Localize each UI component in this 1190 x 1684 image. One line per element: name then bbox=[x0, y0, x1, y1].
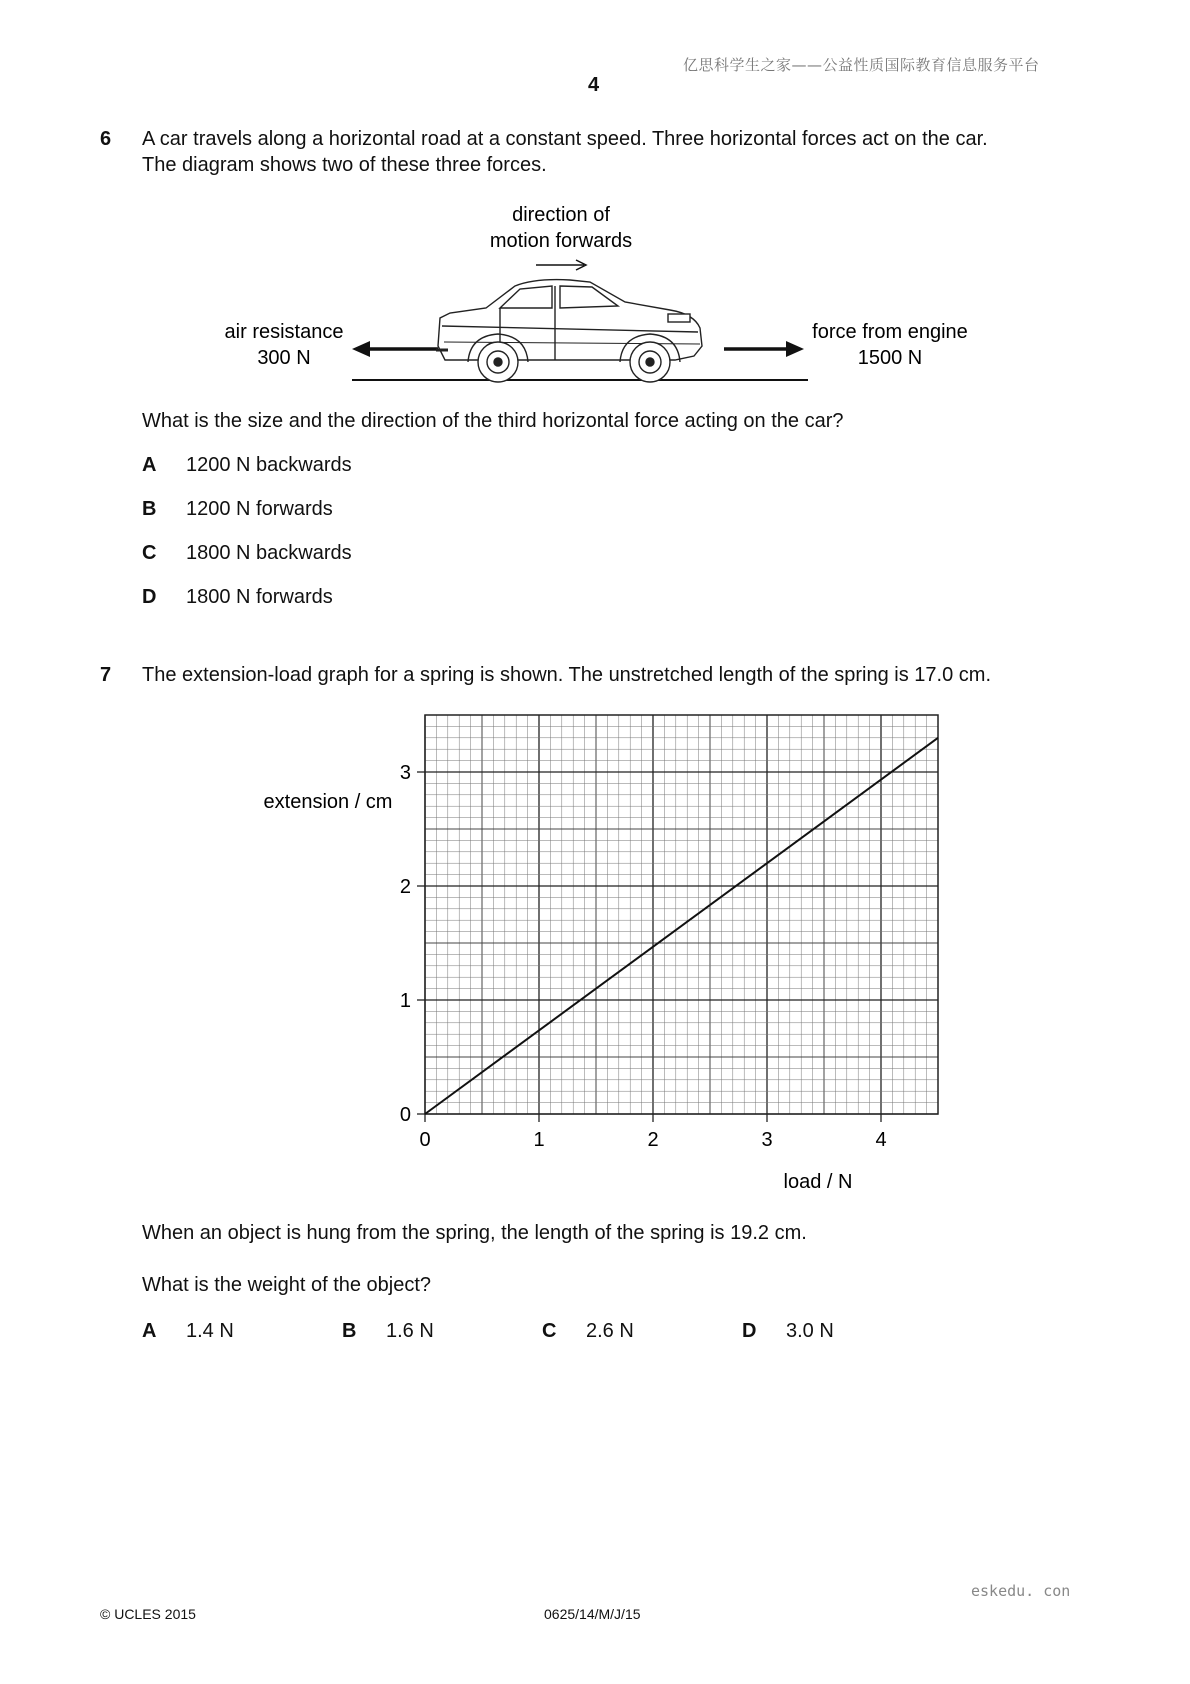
y-tick-label: 1 bbox=[399, 990, 411, 1012]
x-tick-label: 0 bbox=[419, 1129, 431, 1151]
air-resistance-label: air resistance bbox=[224, 321, 344, 343]
q6-option-d-text: 1800 N forwards bbox=[186, 586, 333, 608]
q7-option-d-text: 3.0 N bbox=[786, 1320, 834, 1342]
q6-option-b-text: 1200 N forwards bbox=[186, 498, 333, 520]
header-watermark: 亿思科学生之家——公益性质国际教育信息服务平台 bbox=[683, 56, 1040, 74]
q7-option-a-text: 1.4 N bbox=[186, 1320, 234, 1342]
engine-force-value: 1500 N bbox=[857, 347, 923, 369]
x-axis-label: load / N bbox=[783, 1171, 853, 1193]
q7-option-c-letter: C bbox=[542, 1320, 557, 1342]
x-tick-label: 4 bbox=[875, 1129, 887, 1151]
motion-label-1: direction of bbox=[512, 204, 610, 226]
air-resistance-value: 300 N bbox=[257, 347, 311, 369]
chart-series bbox=[425, 738, 938, 1114]
q6-intro-line2: The diagram shows two of these three forces. bbox=[142, 154, 547, 176]
y-tick-label: 0 bbox=[399, 1104, 411, 1126]
air-resistance-arrow bbox=[352, 341, 438, 357]
x-tick-label: 3 bbox=[761, 1129, 773, 1151]
page-number: 4 bbox=[588, 74, 600, 96]
q7-option-b-text: 1.6 N bbox=[386, 1320, 434, 1342]
y-tick-label: 2 bbox=[399, 876, 411, 898]
q6-question: What is the size and the direction of the third horizontal force acting on the car? bbox=[142, 410, 844, 432]
q6-option-d-letter: D bbox=[142, 586, 157, 608]
footer-watermark: eskedu. con bbox=[971, 1582, 1071, 1600]
chart-ticks bbox=[400, 762, 887, 1151]
q7-option-d-letter: D bbox=[742, 1320, 757, 1342]
car-icon bbox=[436, 280, 702, 382]
q6-option-c-letter: C bbox=[142, 542, 157, 564]
q6-option-c-text: 1800 N backwards bbox=[186, 542, 352, 564]
q7-number: 7 bbox=[100, 664, 112, 686]
q6-option-b-letter: B bbox=[142, 498, 157, 520]
q7-line2: When an object is hung from the spring, the length of the spring is 19.2 cm. bbox=[142, 1222, 807, 1244]
q6-option-a-letter: A bbox=[142, 454, 157, 476]
q6-number: 6 bbox=[100, 128, 112, 150]
extension-load-chart bbox=[0, 700, 1190, 1200]
y-axis-label: extension / cm bbox=[263, 791, 393, 813]
x-tick-label: 1 bbox=[533, 1129, 545, 1151]
q7-option-a-letter: A bbox=[142, 1320, 157, 1342]
q7-option-b-letter: B bbox=[342, 1320, 357, 1342]
chart-grid bbox=[425, 715, 938, 1114]
y-tick-label: 3 bbox=[399, 762, 411, 784]
motion-arrow bbox=[536, 260, 586, 270]
plot-border bbox=[425, 715, 938, 1114]
q7-option-c-text: 2.6 N bbox=[586, 1320, 634, 1342]
motion-label-2: motion forwards bbox=[489, 230, 633, 252]
q6-option-a-text: 1200 N backwards bbox=[186, 454, 352, 476]
engine-force-label: force from engine bbox=[812, 321, 968, 343]
x-tick-label: 2 bbox=[647, 1129, 659, 1151]
car-forces-diagram bbox=[200, 196, 1000, 391]
engine-force-arrow bbox=[724, 341, 804, 357]
chart-axes bbox=[425, 715, 938, 1114]
q7-question: What is the weight of the object? bbox=[142, 1274, 432, 1296]
footer-code: 0625/14/M/J/15 bbox=[544, 1606, 641, 1622]
q7-intro: The extension-load graph for a spring is shown. The unstretched length of the spring is 17.0 cm. bbox=[142, 664, 992, 686]
footer-copyright: © UCLES 2015 bbox=[100, 1606, 196, 1622]
series-line bbox=[425, 738, 938, 1114]
q6-intro-line1: A car travels along a horizontal road at a constant speed. Three horizontal forces act on the car. bbox=[142, 128, 988, 150]
